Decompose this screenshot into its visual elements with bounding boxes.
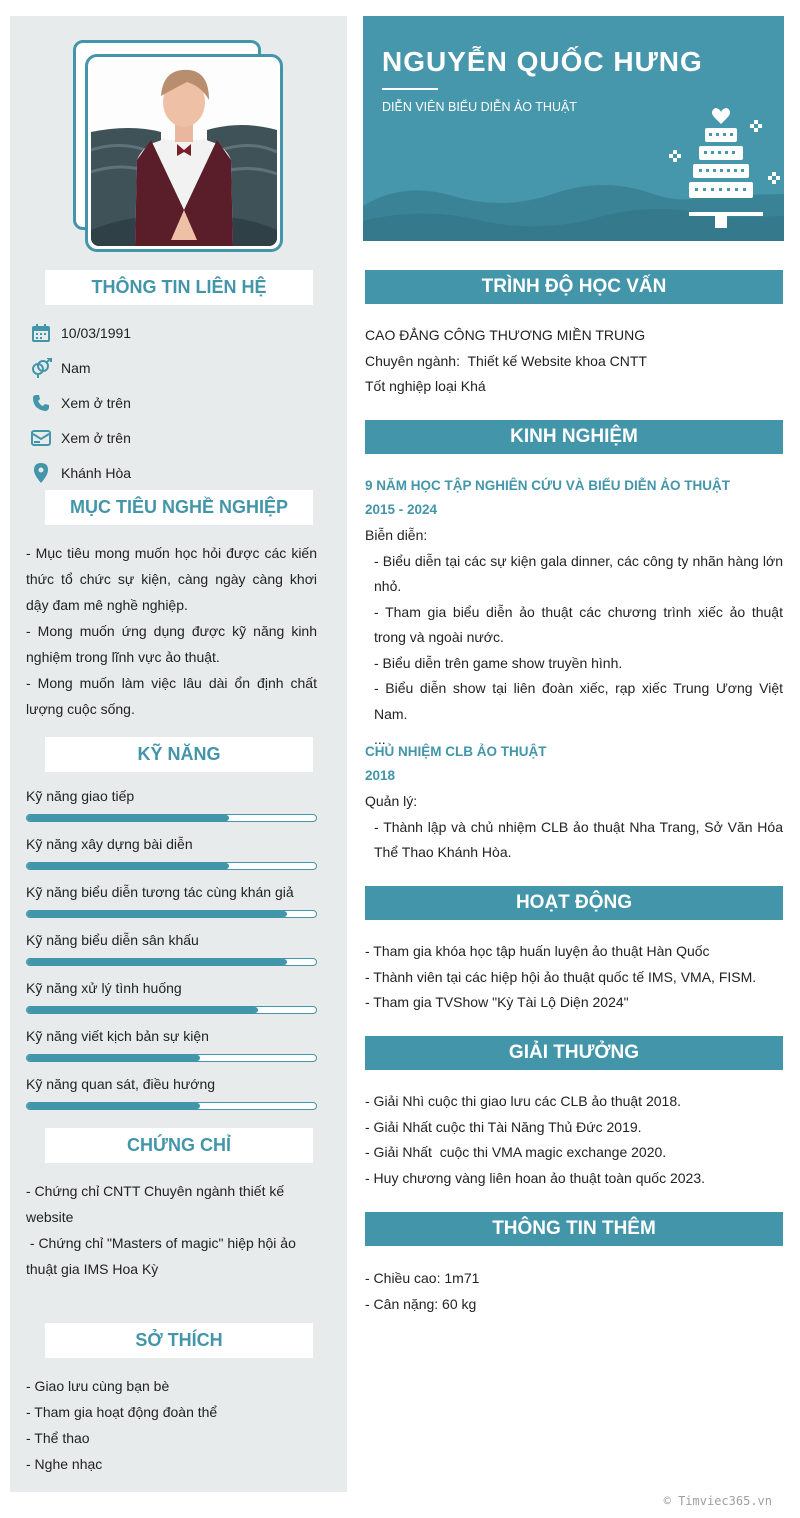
education-major: Chuyên ngành: Thiết kế Website khoa CNTT (365, 352, 647, 369)
job-title: DIỄN VIÊN BIỂU DIỄN ẢO THUẬT (382, 100, 577, 114)
experience-bullet: - Biểu diễn trên game show truyền hình. (374, 654, 623, 671)
objective-text (26, 540, 317, 722)
skill-label: Kỹ năng biểu diễn tương tác cùng khán giả (26, 884, 294, 900)
skill-bar-fill (27, 863, 229, 869)
objective-line: - Mong muốn làm việc lâu dài ổn định chất lượng cuộc sống. (26, 675, 317, 717)
skill-item (26, 1074, 317, 1110)
hobbies-text (26, 1373, 317, 1477)
skill-item (26, 786, 317, 822)
skill-item (26, 978, 317, 1014)
experience-bullet: - Biểu diễn tại các sự kiện gala dinner, các công ty nhãn hàng lớn nhỏ. (374, 552, 783, 594)
experience-job-details (365, 523, 783, 753)
experience-bullet: - Biểu diễn show tại liên đoàn xiếc, rạp xiếc Trung Ương Việt Nam. (374, 680, 783, 722)
skill-bar (26, 814, 317, 822)
gender-value: Nam (61, 360, 91, 376)
skill-bar (26, 1006, 317, 1014)
award-item: - Giải Nhất cuộc thi VMA magic exchange 2020. (365, 1144, 667, 1160)
skill-bar-fill (27, 1007, 258, 1013)
awards-text (365, 1089, 783, 1191)
contact-address (30, 462, 131, 484)
objective-title: MỤC TIÊU NGHỀ NGHIỆP (45, 490, 313, 525)
objective-line: - Mong muốn ứng dụng được kỹ năng kinh nghiệm trong lĩnh vực ảo thuật. (26, 623, 317, 665)
education-text (365, 323, 783, 400)
skill-item (26, 1026, 317, 1062)
skill-item (26, 834, 317, 870)
phone-value: Xem ở trên (61, 395, 131, 411)
certificates-title: CHỨNG CHỈ (45, 1128, 313, 1163)
extra-item: - Cân nặng: 60 kg (365, 1295, 477, 1312)
skill-item (26, 930, 317, 966)
skill-bar-fill (27, 1103, 200, 1109)
activities-text (365, 939, 783, 1016)
skill-bar-fill (27, 1055, 200, 1061)
skill-label: Kỹ năng xây dựng bài diễn (26, 836, 193, 852)
education-title: TRÌNH ĐỘ HỌC VẤN (365, 270, 783, 304)
full-name: NGUYỄN QUỐC HƯNG (382, 46, 703, 77)
hobby-item: - Giao lưu cùng bạn bè (26, 1378, 170, 1394)
award-item: - Giải Nhất cuộc thi Tài Năng Thủ Đức 2019. (365, 1118, 642, 1135)
skill-bar (26, 1102, 317, 1110)
skill-bar-fill (27, 959, 287, 965)
skill-bar (26, 862, 317, 870)
certificates-text (26, 1178, 317, 1282)
experience-bullet: - Tham gia biểu diễn ảo thuật các chương trình xiếc ảo thuật trong và ngoài nước. (374, 603, 783, 645)
certificate-item: - Chứng chỉ "Masters of magic" hiệp hội ảo thuật gia IMS Hoa Kỳ (26, 1235, 300, 1277)
address-value: Khánh Hòa (61, 465, 132, 481)
email-icon (30, 427, 52, 449)
hobbies-title: SỞ THÍCH (45, 1323, 313, 1358)
education-school: CAO ĐẲNG CÔNG THƯƠNG MIỀN TRUNG (365, 327, 646, 343)
experience-job-period: 2015 - 2024 (365, 502, 438, 517)
skill-bar-fill (27, 911, 287, 917)
hobby-item: - Tham gia hoạt động đoàn thể (26, 1404, 218, 1420)
header-banner (363, 16, 784, 241)
experience-role: Quản lý: (365, 793, 418, 809)
experience-bullet: - Thành lập và chủ nhiệm CLB ảo thuật Nha Trang, Sở Văn Hóa Thể Thao Khánh Hòa. (374, 818, 783, 860)
activity-item: - Thành viên tại các hiệp hội ảo thuật quốc tế IMS, VMA, FISM. (365, 968, 757, 985)
award-item: - Giải Nhì cuộc thi giao lưu các CLB ảo thuật 2018. (365, 1093, 681, 1109)
email-value: Xem ở trên (61, 430, 131, 446)
hobby-item: - Thể thao (26, 1430, 90, 1446)
extra-item: - Chiều cao: 1m71 (365, 1270, 480, 1286)
skill-bar (26, 958, 317, 966)
experience-job-details (365, 789, 783, 866)
activity-item: - Tham gia khóa học tập huấn luyện ảo thuật Hàn Quốc (365, 943, 710, 959)
awards-title: GIẢI THƯỞNG (365, 1036, 783, 1070)
watermark: © Timviec365.vn (663, 1494, 772, 1508)
experience-role: Biễn diễn: (365, 527, 428, 543)
objective-line: - Mục tiêu mong muốn học hỏi được các kiến thức tổ chức sự kiện, càng ngày càng khơi dậy đam mê nghề nghiệp. (26, 545, 317, 613)
activities-title: HOẠT ĐỘNG (365, 886, 783, 920)
skill-bar-fill (27, 815, 229, 821)
skill-item (26, 882, 317, 918)
skill-label: Kỹ năng quan sát, điều hướng (26, 1076, 216, 1092)
skill-bar (26, 910, 317, 918)
skill-label: Kỹ năng giao tiếp (26, 788, 135, 804)
experience-job-period: 2018 (365, 768, 396, 783)
birthday-value: 10/03/1991 (61, 325, 132, 341)
contact-email (30, 427, 131, 449)
activity-item: - Tham gia TVShow "Kỳ Tài Lộ Diện 2024" (365, 994, 629, 1010)
experience-title: KINH NGHIỆM (365, 420, 783, 454)
contact-birthday (30, 322, 131, 344)
education-grade: Tốt nghiệp loại Khá (365, 378, 486, 394)
experience-job-heading: 9 NĂM HỌC TẬP NGHIÊN CỨU VÀ BIỂU DIỄN ẢO THUẬT (365, 478, 730, 493)
contact-title: THÔNG TIN LIÊN HỆ (45, 270, 313, 305)
skill-label: Kỹ năng xử lý tình huống (26, 980, 182, 996)
avatar (91, 60, 277, 246)
name-underline (382, 88, 438, 90)
certificate-item: - Chứng chỉ CNTT Chuyên ngành thiết kế website (26, 1183, 289, 1225)
award-item: - Huy chương vàng liên hoan ảo thuật toàn quốc 2023. (365, 1169, 706, 1186)
skill-bar (26, 1054, 317, 1062)
skill-label: Kỹ năng biểu diễn sân khấu (26, 932, 199, 948)
phone-icon (30, 392, 52, 414)
calendar-icon (30, 322, 52, 344)
profile-photo (73, 40, 283, 252)
gender-icon (30, 357, 52, 379)
extra-text (365, 1266, 783, 1317)
skills-title: KỸ NĂNG (45, 737, 313, 772)
hobby-item: - Nghe nhạc (26, 1456, 103, 1472)
sidebar (10, 16, 347, 1492)
contact-gender (30, 357, 91, 379)
experience-bullet: ... (374, 731, 386, 747)
photo-frame-front (85, 54, 283, 252)
extra-title: THÔNG TIN THÊM (365, 1212, 783, 1246)
experience-job-heading: CHỦ NHIỆM CLB ẢO THUẬT (365, 744, 547, 759)
location-icon (30, 462, 52, 484)
contact-phone (30, 392, 131, 414)
skill-label: Kỹ năng viết kịch bản sự kiện (26, 1028, 209, 1044)
